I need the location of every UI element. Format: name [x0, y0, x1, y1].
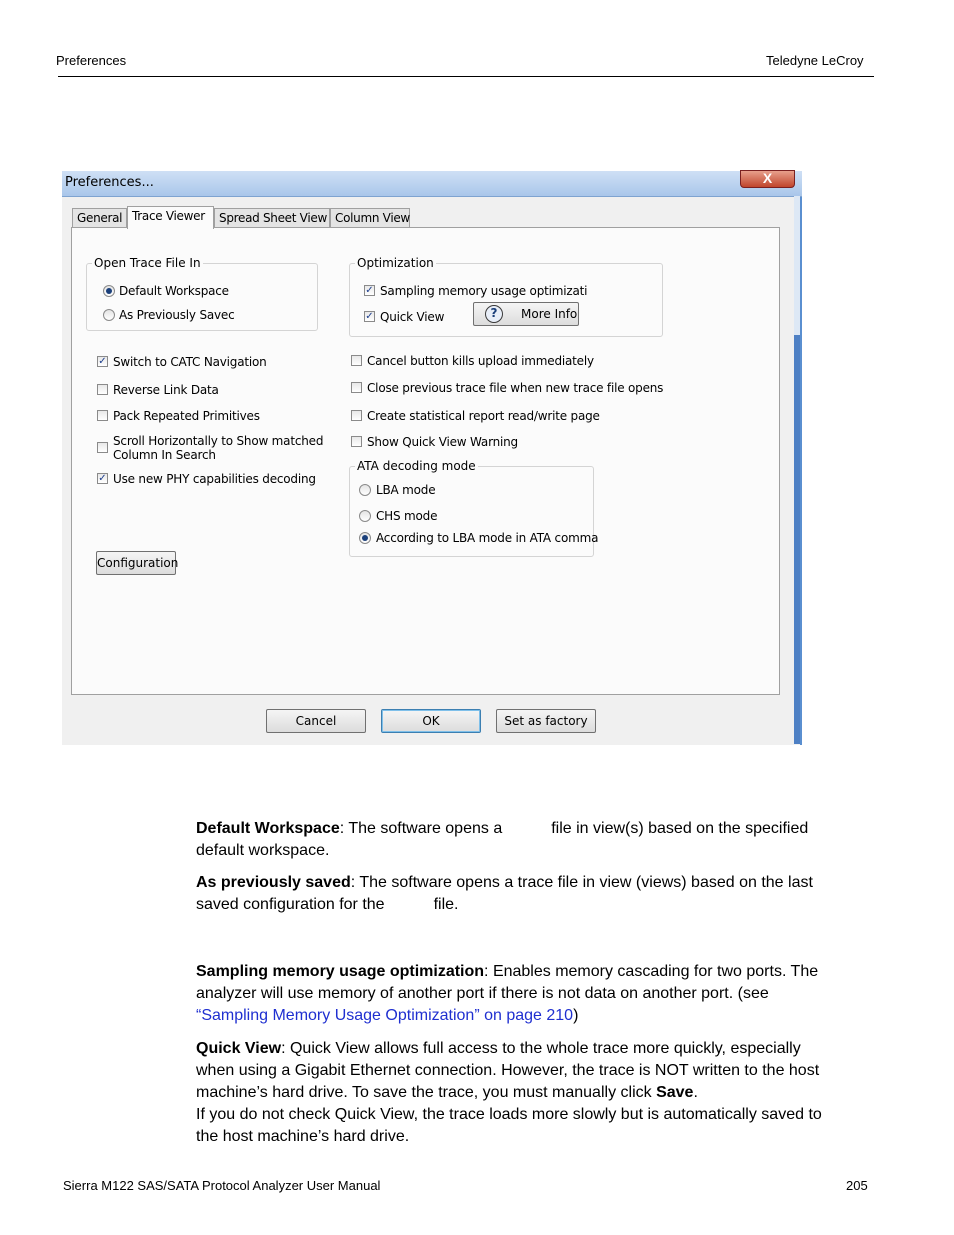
ok-button[interactable]: OK	[381, 709, 481, 733]
ata-decoding-group-label: ATA decoding mode	[357, 459, 476, 473]
radio-according-lba[interactable]	[359, 532, 371, 544]
checkbox-new-phy[interactable]: ✓	[98, 473, 107, 484]
checkbox-reverse-link-label: Reverse Link Data	[113, 383, 219, 397]
term-sampling-memory: Sampling memory usage optimization	[196, 963, 485, 980]
checkbox-switch-catc-label: Switch to CATC Navigation	[113, 355, 267, 369]
radio-according-lba-label: According to LBA mode in ATA comma	[376, 531, 599, 545]
paragraph-default-workspace: Default Workspace: The software opens a file in view(s) based on the specified default workspace.	[196, 820, 809, 859]
window-edge-dark	[794, 335, 800, 744]
dialog-titlebar[interactable]	[62, 171, 802, 197]
tab-spread-sheet-view[interactable]: Spread Sheet View	[214, 208, 330, 227]
term-quick-view: Quick View	[196, 1040, 282, 1057]
paragraph-quick-view: Quick View: Quick View allows full access to the whole trace more quickly, especially when using a Gigabit Ethernet connection. However, the trace is NOT written to the host machine’s hard drive. To save the trace, you must manually click Save. If you do not check Quick View, the trace loads more slowly but is automatically saved to the host machine’s hard drive.	[196, 1040, 822, 1145]
radio-chs-mode-label: CHS mode	[376, 509, 438, 523]
checkbox-statistical-report[interactable]	[351, 410, 362, 421]
question-mark-icon: ?	[485, 305, 503, 323]
tab-column-view[interactable]: Column View	[330, 208, 410, 227]
checkbox-quick-view-label: Quick View	[380, 310, 445, 324]
checkbox-reverse-link[interactable]	[97, 384, 108, 395]
running-header-right: Teledyne LeCroy	[766, 53, 864, 68]
checkbox-pack-primitives[interactable]	[97, 410, 108, 421]
more-info-button[interactable]	[473, 302, 579, 326]
running-footer-title: Sierra M122 SAS/SATA Protocol Analyzer User Manual	[63, 1178, 381, 1193]
sampling-memory-link[interactable]: “Sampling Memory Usage Optimization” on page 210	[196, 1007, 574, 1024]
tab-trace-viewer[interactable]: Trace Viewer	[127, 206, 214, 229]
checkbox-cancel-kills-upload[interactable]	[351, 355, 362, 366]
running-header-left: Preferences	[56, 53, 127, 68]
more-info-label: More Info	[521, 307, 578, 321]
term-default-workspace: Default Workspace	[196, 820, 340, 837]
radio-default-workspace-label: Default Workspace	[119, 284, 229, 298]
checkbox-close-previous-trace-label: Close previous trace file when new trace file opens	[367, 381, 664, 395]
term-as-previously-saved: As previously saved	[196, 874, 351, 891]
checkbox-scroll-horizontally-label: Scroll Horizontally to Show matched	[113, 434, 324, 448]
checkbox-sampling-memory-label: Sampling memory usage optimizati	[380, 284, 588, 298]
radio-lba-mode-label: LBA mode	[376, 483, 436, 497]
term-save: Save	[656, 1084, 694, 1101]
radio-lba-mode[interactable]	[359, 484, 371, 496]
header-rule	[58, 76, 874, 77]
checkbox-pack-primitives-label: Pack Repeated Primitives	[113, 409, 260, 423]
checkbox-statistical-report-label: Create statistical report read/write page	[367, 409, 600, 423]
checkbox-switch-catc[interactable]: ✓	[98, 356, 107, 367]
radio-chs-mode[interactable]	[359, 510, 371, 522]
checkbox-quick-view[interactable]: ✓	[365, 311, 374, 322]
page-number: 205	[846, 1178, 868, 1193]
tab-general[interactable]: General	[72, 208, 127, 227]
checkbox-quick-view-warning-label: Show Quick View Warning	[367, 435, 518, 449]
radio-as-previously-saved[interactable]	[103, 309, 115, 321]
paragraph-as-previously-saved: As previously saved: The software opens a trace file in view (views) based on the last saved configuration for the file.	[196, 874, 813, 913]
configuration-button[interactable]: Configuration	[96, 551, 176, 575]
paragraph-sampling-memory: Sampling memory usage optimization: Enables memory cascading for two ports. The analyzer will use memory of another port if there is not data on another port. (see “Sampling Memory Usage Optimization” on page 210)	[196, 963, 819, 1024]
radio-default-workspace[interactable]	[103, 285, 115, 297]
checkbox-cancel-kills-upload-label: Cancel button kills upload immediately	[367, 354, 594, 368]
cancel-button[interactable]: Cancel	[266, 709, 366, 733]
checkbox-close-previous-trace[interactable]	[351, 382, 362, 393]
dialog-title: Preferences...	[65, 175, 154, 190]
set-as-factory-button[interactable]: Set as factory	[496, 709, 596, 733]
checkbox-sampling-memory[interactable]: ✓	[365, 285, 374, 296]
close-button[interactable]: X	[740, 170, 795, 188]
radio-as-previously-saved-label: As Previously Savec	[119, 308, 235, 322]
checkbox-scroll-horizontally[interactable]	[97, 442, 108, 453]
open-trace-group-label: Open Trace File In	[94, 256, 201, 270]
checkbox-new-phy-label: Use new PHY capabilities decoding	[113, 472, 316, 486]
checkbox-quick-view-warning[interactable]	[351, 436, 362, 447]
optimization-group-label: Optimization	[357, 256, 434, 270]
checkbox-scroll-horizontally-label-2: Column In Search	[113, 448, 216, 462]
